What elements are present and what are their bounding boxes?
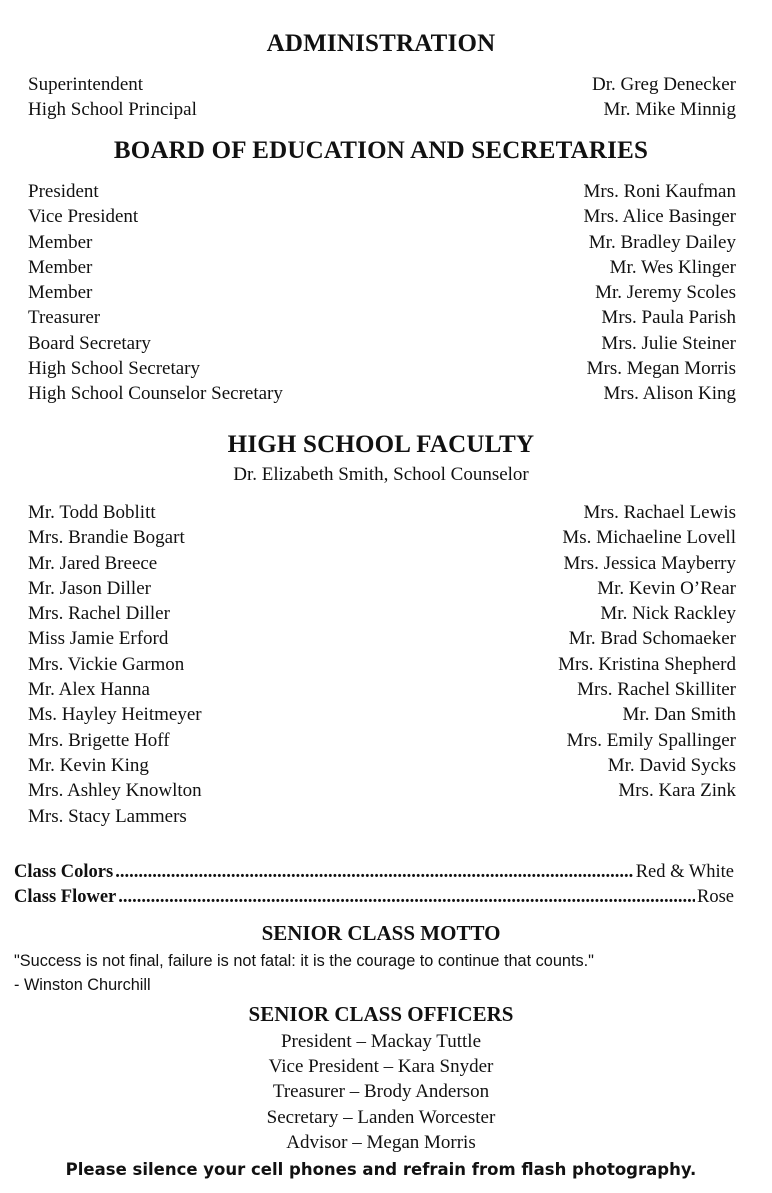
role-label: Member (28, 231, 93, 253)
motto-author: - Winston Churchill (14, 976, 151, 994)
faculty-name: Mr. Kevin O’Rear (597, 577, 736, 599)
faculty-name: Mrs. Rachel Diller (28, 603, 170, 625)
audience-notice: Please silence your cell phones and refrain from flash photography. (65, 1160, 697, 1179)
faculty-name: Mr. Dan Smith (622, 704, 736, 726)
officer-line: Advisor – Megan Morris (286, 1131, 476, 1153)
faculty-name: Mrs. Rachael Lewis (583, 502, 736, 523)
motto-quote: "Success is not final, failure is not fatal: it is the courage to continue that counts." (14, 952, 594, 970)
officer-line: Secretary – Landen Worcester (266, 1106, 496, 1128)
motto-heading: SENIOR CLASS MOTTO (261, 921, 501, 945)
faculty-heading: HIGH SCHOOL FACULTY (227, 431, 535, 458)
board-roles (28, 179, 283, 407)
faculty-name: Mr. Jared Breece (28, 552, 158, 574)
motto-block (14, 949, 759, 997)
person-name: Mr. Mike Minnig (603, 99, 736, 121)
faculty-name: Mr. Nick Rackley (600, 603, 736, 625)
role-label: High School Principal (28, 99, 197, 121)
person-name: Mrs. Roni Kaufman (583, 181, 736, 202)
role-label: Treasurer (28, 307, 101, 329)
faculty-name: Mrs. Vickie Garmon (28, 653, 185, 675)
person-name: Mrs. Megan Morris (586, 358, 736, 380)
class-flower-label: Class Flower (14, 887, 117, 907)
faculty-name: Mrs. Stacy Lammers (28, 805, 187, 827)
officer-line: Vice President – Kara Snyder (268, 1056, 494, 1078)
role-label: Board Secretary (28, 332, 151, 354)
administration-heading: ADMINISTRATION (266, 30, 496, 57)
faculty-name: Mrs. Brigette Hoff (28, 729, 170, 751)
person-name: Mrs. Julie Steiner (601, 332, 736, 354)
faculty-name: Ms. Michaeline Lovell (562, 527, 736, 549)
faculty-name: Mrs. Kara Zink (618, 780, 736, 802)
person-name: Mrs. Alice Basinger (583, 206, 736, 228)
role-label: Member (28, 282, 93, 304)
counselor-line: Dr. Elizabeth Smith, School Counselor (233, 464, 529, 485)
role-label: High School Counselor Secretary (28, 383, 283, 405)
person-name: Dr. Greg Denecker (591, 74, 736, 95)
board-names (583, 179, 736, 407)
class-flower-line (14, 887, 734, 908)
faculty-name: Mrs. Kristina Shepherd (558, 653, 736, 675)
class-flower-value: Rose (697, 887, 734, 907)
role-label: President (28, 181, 99, 202)
class-colors-line (14, 862, 734, 883)
officers-list (0, 1029, 762, 1155)
administration-names (592, 72, 736, 123)
class-colors-label: Class Colors (14, 862, 114, 882)
faculty-name: Mr. Todd Boblitt (28, 502, 156, 523)
board-heading: BOARD OF EDUCATION AND SECRETARIES (113, 137, 649, 164)
officer-line: President – Mackay Tuttle (280, 1031, 482, 1052)
role-label: Member (28, 256, 93, 278)
person-name: Mr. Wes Klinger (609, 256, 736, 278)
faculty-right-list (558, 500, 736, 804)
faculty-name: Mr. David Sycks (607, 754, 736, 776)
person-name: Mrs. Alison King (603, 383, 736, 405)
faculty-name: Mr. Jason Diller (28, 577, 151, 599)
dot-leader (118, 887, 695, 908)
faculty-name: Miss Jamie Erford (28, 628, 169, 650)
faculty-name: Ms. Hayley Heitmeyer (28, 704, 202, 726)
faculty-name: Mr. Kevin King (28, 754, 149, 776)
faculty-left-list (28, 500, 202, 829)
faculty-name: Mr. Alex Hanna (28, 679, 150, 701)
role-label: Vice President (28, 206, 139, 228)
officers-heading: SENIOR CLASS OFFICERS (248, 1002, 514, 1026)
faculty-name: Mrs. Ashley Knowlton (28, 780, 202, 802)
administration-roles (28, 72, 197, 123)
officer-line: Treasurer – Brody Anderson (272, 1081, 490, 1103)
dot-leader (115, 862, 634, 883)
role-label: Superintendent (28, 74, 144, 95)
faculty-name: Mrs. Jessica Mayberry (563, 552, 736, 574)
person-name: Mr. Bradley Dailey (588, 231, 736, 253)
faculty-name: Mrs. Brandie Bogart (28, 527, 185, 549)
role-label: High School Secretary (28, 358, 201, 380)
faculty-name: Mrs. Rachel Skilliter (577, 679, 736, 701)
person-name: Mrs. Paula Parish (601, 307, 736, 329)
faculty-name: Mrs. Emily Spallinger (566, 729, 736, 751)
faculty-name: Mr. Brad Schomaeker (568, 628, 736, 650)
person-name: Mr. Jeremy Scoles (595, 282, 736, 304)
class-colors-value: Red & White (635, 862, 734, 882)
